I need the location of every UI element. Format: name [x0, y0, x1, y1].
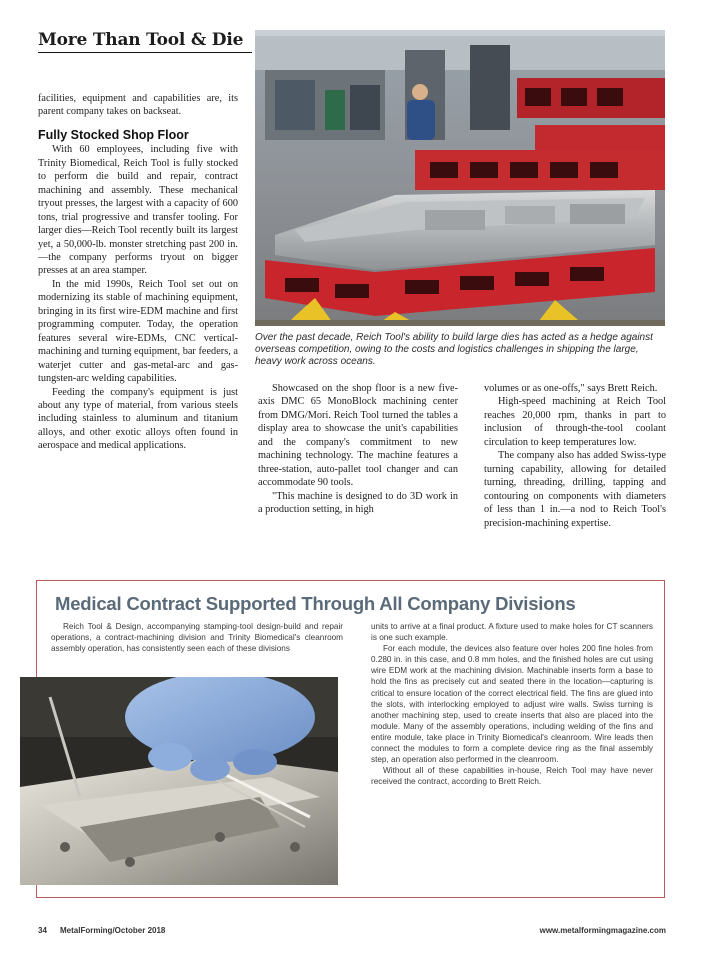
- sidebar-column-2: [371, 621, 653, 787]
- shop-floor-photo: [255, 30, 665, 326]
- section-title: More Than Tool & Die: [38, 30, 252, 53]
- column2-paragraph: Showcased on the shop floor is a new five-axis DMC 65 MonoBlock machining center from DMG/Mori. Reich Tool turned the tables a display area to showcase the unit's capabilities and the company's commitment to new machining technology. The machine features a three-station, auto-pallet tool changer and can accommodate 90 tools.: [258, 383, 458, 489]
- magazine-issue: MetalForming/October 2018: [60, 926, 166, 935]
- article-column-2: [258, 382, 458, 517]
- column3-paragraph: volumes or as one-offs," says Brett Reich.: [484, 383, 658, 394]
- subheading-fully-stocked: Fully Stocked Shop Floor: [38, 127, 189, 142]
- column2-paragraph: "This machine is designed to do 3D work in a production setting, in high: [258, 490, 458, 516]
- shop-floor-illustration: [255, 30, 665, 326]
- column1-paragraph: Feeding the company's equipment is just about any type of material, from various steels including stainless to aluminum and titanium alloys, and other exotic alloys often found in aerospace and medical applications.: [38, 386, 238, 452]
- column1-intro: facilities, equipment and capabilities are, its parent company takes on backseat.: [38, 93, 238, 118]
- sidebar-paragraph: Without all of these capabilities in-house, Reich Tool may have never received the contract, according to Brett Reich.: [371, 766, 653, 787]
- sidebar-paragraph: For each module, the devices also feature over holes 200 fine holes from 0.280 in. in this case, and 0.8 mm holes, and the finished holes are cut using wire EDM work at the machining division. Machinable inserts form a base to hold the fins as precisely cut and seated there in the location—capturing is critical to ensure location of the correct electrical field. The fins are glued into the slots, with interlocking employed to adjust wire walls. Swiss turning is another machining step, used to create inserts that also are placed into the module. Many of the assembly operations, including welding of the fins and entire module, take place in Trinity Biomedical's cleanroom. Wire leads then connect the modules to form a complete device ring as the final assembly step, an operation also performed in the cleanroom.: [371, 644, 653, 765]
- magazine-url: www.metalformingmagazine.com: [539, 926, 666, 935]
- column3-paragraph: High-speed machining at Reich Tool reaches 20,000 rpm, thanks in part to inclusion of through-the-tool coolant circulation to keep temperatures low.: [484, 396, 666, 448]
- column1-paragraph: With 60 employees, including five with Trinity Biomedical, Reich Tool is fully stocked to perform die build and repair, contract machining and assembly. These mechanical tryout presses, the largest with a capacity of 600 tons, trial progressive and transfer tooling. For larger dies—Reich Tool recently built its largest yet, a 50,000-lb. monster stretching past 200 in.—the company performs tryout on bigger presses at an area stamper.: [38, 144, 238, 277]
- die-component-photo: [20, 677, 338, 885]
- sidebar-column-1: [51, 621, 343, 654]
- die-component-illustration: [20, 677, 338, 885]
- page-number: 34: [38, 926, 47, 935]
- sidebar-paragraph: units to arrive at a final product. A fixture used to make holes for CT scanners is one such example.: [371, 622, 653, 643]
- sidebar-paragraph: Reich Tool & Design, accompanying stamping-tool design-build and repair operations, a contract-machining division and Trinity Biomedical's cleanroom assembly operation, has consistently seen each of these divisions: [51, 622, 343, 654]
- article-column-1: [38, 92, 238, 453]
- column3-paragraph: The company also has added Swiss-type turning capability, allowing for detailed turning, threading, drilling, tapping and contouring on components with diameters of less than 1 in.—a nod to Reich Tool's precision-machining expertise.: [484, 450, 666, 529]
- column1-paragraph: In the mid 1990s, Reich Tool set out on modernizing its stable of machining equipment, bringing in its first wire-EDM machine and first programming computer. Today, the operation features several wire-EDMs, CNC vertical-machining and turning equipment, bar feeders, a waterjet cutter and gas-metal-arc and gas-tungsten-arc welding capabilities.: [38, 278, 238, 385]
- sidebar-title: Medical Contract Supported Through All Company Divisions: [55, 593, 576, 614]
- photo-caption: Over the past decade, Reich Tool's ability to build large dies has acted as a hedge against overseas competition, owing to the costs and logistics challenges in shipping the large, heavy work across oceans.: [255, 332, 653, 367]
- article-column-3: [484, 382, 666, 530]
